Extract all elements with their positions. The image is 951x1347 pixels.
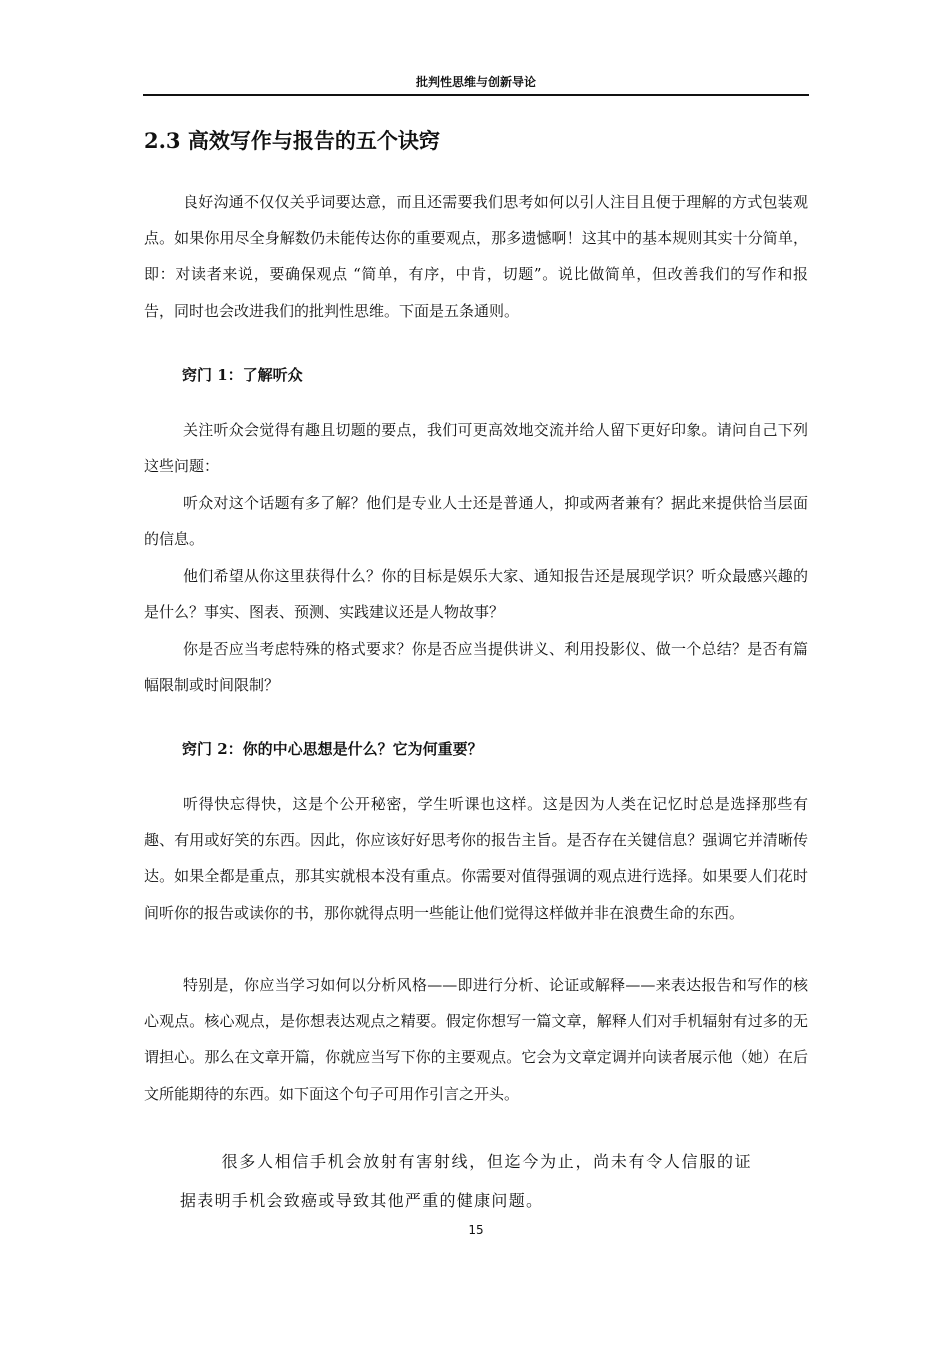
tip-2-heading: 窍门 2：你的中心思想是什么？它为何重要？ [182, 740, 483, 758]
tip-2-paragraph-2: 特别是，你应当学习如何以分析风格——即进行分析、论证或解释——来表达报告和写作的核心观点。核心观点，是你想表达观点之精要。假定你想写一篇文章，解释人们对手机辐射有过多的无谓担心。那么在文章开篇，你就应当写下你的主要观点。它会为文章定调并向读者展示他（她）在后文所能期待的东西。如下面这个句子可用作引言之开头。 [144, 976, 808, 1103]
section-title: 2.3 高效写作与报告的五个诀窍 [144, 128, 440, 153]
running-header: 批判性思维与创新导论 [415, 75, 536, 89]
tip-1-paragraph-2: 听众对这个话题有多了解？他们是专业人士还是普通人，抑或两者兼有？据此来提供恰当层面的信息。 [144, 494, 808, 549]
intro-paragraph: 良好沟通不仅仅关乎词要达意，而且还需要我们思考如何以引人注目且便于理解的方式包装观点。如果你用尽全身解数仍未能传达你的重要观点，那多遗憾啊！这其中的基本规则其实十分简单，即：对读者来说，要确保观点 “简单，有序，中肯，切题”。说比做简单，但改善我们的写作和报告，同时也会改进我们的批判性思维。下面是五条通则。 [144, 193, 808, 320]
quote-block: 很多人相信手机会放射有害射线，但迄今为止，尚未有令人信服的证据表明手机会致癌或导致其他严重的健康问题。 [180, 1152, 752, 1210]
tip-1-paragraph-3: 他们希望从你这里获得什么？你的目标是娱乐大家、通知报告还是展现学识？听众最感兴趣的是什么？事实、图表、预测、实践建议还是人物故事？ [144, 567, 808, 622]
tip-1-paragraph-4: 你是否应当考虑特殊的格式要求？你是否应当提供讲义、利用投影仪、做一个总结？是否有篇幅限制或时间限制？ [144, 640, 808, 695]
tip-1-paragraph-1: 关注听众会觉得有趣且切题的要点，我们可更高效地交流并给人留下更好印象。请问自己下列这些问题： [144, 421, 808, 476]
page-number: 15 [468, 1223, 484, 1237]
header-rule [143, 94, 809, 96]
tip-1-heading: 窍门 1：了解听众 [182, 366, 303, 384]
tip-2-paragraph-1: 听得快忘得快，这是个公开秘密，学生听课也这样。这是因为人类在记忆时总是选择那些有趣、有用或好笑的东西。因此，你应该好好思考你的报告主旨。是否存在关键信息？强调它并清晰传达。如果全都是重点，那其实就根本没有重点。你需要对值得强调的观点进行选择。如果要人们花时间听你的报告或读你的书，那你就得点明一些能让他们觉得这样做并非在浪费生命的东西。 [144, 795, 808, 922]
